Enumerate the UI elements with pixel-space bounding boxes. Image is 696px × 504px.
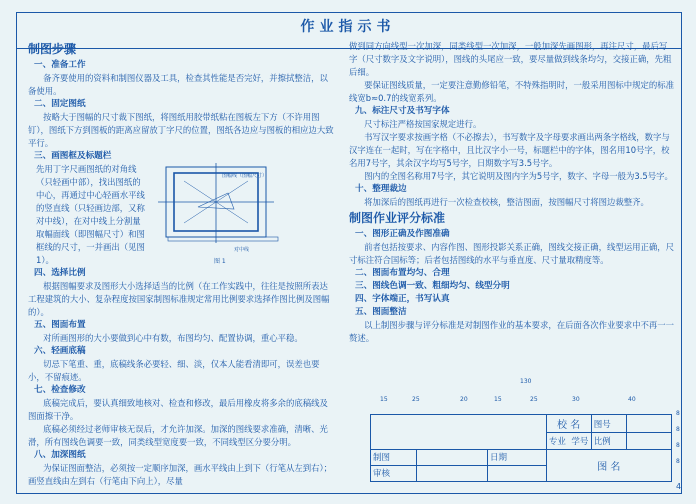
step-2-text: 按略大于图幅的尺寸裁下图纸，将图纸用胶带纸粘在图板左下方（不许用图钉），图纸下方到图板的距离应留放丁字尺的位置，图纸各边应与图板的相应边大致平行。 <box>28 112 334 148</box>
tb-drawn-value <box>416 449 488 465</box>
step-7-title: 七、检查修改 <box>34 385 86 395</box>
page-number: 4 <box>676 482 682 491</box>
tb-checked-date <box>488 465 547 481</box>
dim-label: 15 <box>494 396 502 403</box>
step-3-line: 框线的尺寸，一并画出（见图1）。 <box>36 242 145 265</box>
step-7-text: 底稿完成后，要认真细致地核对、检查和修改，最后用橡皮将多余的底稿线及图面擦干净。 <box>28 398 328 421</box>
tb-school: 校 名 <box>546 415 591 433</box>
step-3-line: 对中线），在对中线上分割量 <box>36 216 141 226</box>
tb-date-label: 日期 <box>488 449 547 465</box>
dim-label: 25 <box>530 396 538 403</box>
title-block <box>370 414 672 482</box>
tb-fig-no-value <box>626 415 671 433</box>
tb-major: 专业 <box>548 437 566 448</box>
step-10-title: 十、整理裁边 <box>355 184 407 194</box>
step-4-title: 四、选择比例 <box>34 268 86 278</box>
step-10-text: 将加深后的图纸再进行一次检查校核，整洁图面，按图幅尺寸将图边裁整齐。 <box>364 197 649 207</box>
dim-label: 25 <box>412 396 420 403</box>
step-8-continued-2: 要保证图线质量，一定要注意勤修铅笔，不特殊指明时，一般采用图标中规定的标准线宽b≈0.7的线宽系列。 <box>349 80 674 103</box>
step-9-text-3: 图内的全图名称用7号字，其它说明及图内字为5号字，数字、字母一般为3.5号字。 <box>364 171 673 181</box>
step-8-text: 为保证图面整洁，必须按一定顺序加深，画水平线由上到下（行笔从左到右）；画竖直线由左到右（行笔由下向上），尽量 <box>28 463 333 486</box>
step-3-title: 三、画图框及标题栏 <box>34 151 112 161</box>
dim-label: 8 <box>676 426 680 433</box>
criteria-5-text: 以上制图步骤与评分标准是对制图作业的基本要求，在后面各次作业要求中不再一一赘述。 <box>349 320 674 343</box>
step-8-title: 八、加深图纸 <box>34 450 86 460</box>
figure-label-centerline: 对中线 <box>234 247 250 253</box>
step-3-line: 中心，再通过中心轻画水平线 <box>36 190 145 200</box>
step-2-title: 二、固定图纸 <box>34 99 86 109</box>
step-1-text: 备齐要使用的资料和制图仪器及工具，检查其性能是否完好，并擦拭整洁，以备使用。 <box>28 73 328 96</box>
step-9-text: 尺寸标注严格按国家规定进行。 <box>364 119 482 129</box>
step-9-text-2: 书写汉字要求按画字格（不必擦去），书写数字及字母要求画出两条字格线，数字与汉字连在一起时，写在字格中，且比汉字小一号，标题栏中的字体，图名用10号字，校名用7号字，其余汉字均写5号字，日期数字写3.5号字。 <box>349 132 670 168</box>
step-1-title: 一、准备工作 <box>34 60 86 70</box>
dim-total-width: 130 <box>520 378 532 385</box>
tb-major-studentno <box>546 433 591 449</box>
criteria-1-text: 前者包括按要求、内容作图、图形投影关系正确，图线交接正确，线型运用正确，尺寸标注符合国标等；后者包括图线的水平与垂直度、尺寸量取精度等。 <box>349 242 674 265</box>
step-3-block <box>28 163 334 267</box>
criteria-1-title: 一、图形正确及作图准确 <box>355 229 450 239</box>
step-7-text-2: 底稿必须经过老师审核无误后，才允许加深。加深的图线要求准确，清晰、光滑，所有图线色调要一致，同类线型宽度要一致，不同线型区分要分明。 <box>28 424 328 447</box>
criteria-3-title: 三、图线色调一致、粗细均匀、线型分明 <box>355 281 510 291</box>
step-3-line: （只轻画中部），找出图纸的 <box>36 177 141 187</box>
step-5-title: 五、图面布置 <box>34 320 86 330</box>
step-6-title: 六、轻画底稿 <box>34 346 86 356</box>
dim-label: 40 <box>628 396 636 403</box>
step-3-line: 取幅面线（即图幅尺寸）和图 <box>36 229 145 239</box>
criteria-4-title: 四、字体端正，书写认真 <box>355 294 450 304</box>
step-9-title: 九、标注尺寸及书写字体 <box>355 106 450 116</box>
step-6-text: 切忌下笔重、重，底稿线条必要轻、细、淡，仅本人能看清即可，误差也要小，不留痕迹。 <box>28 359 320 382</box>
right-column <box>349 40 674 345</box>
dim-label: 30 <box>572 396 580 403</box>
tb-drawn-label: 制图 <box>371 449 417 465</box>
tb-scale-label: 比例 <box>591 433 626 449</box>
figure-1-diagram <box>158 163 290 267</box>
section-heading-grading: 制图作业评分标准 <box>349 211 446 225</box>
tb-fig-name: 图 名 <box>546 449 671 481</box>
tb-blank <box>371 415 547 450</box>
dim-label: 8 <box>676 458 680 465</box>
tb-checked-label: 审核 <box>371 465 417 481</box>
step-8-continued: 做到同方向线型一次加深，同类线型一次加深，一般加深先画图形，再注尺寸，最后写字（尺寸数字及文字说明），图线的头尾应一致，要尽量做到线条均匀，交接正确，先粗后细。 <box>349 41 672 77</box>
step-3-text <box>28 163 153 267</box>
dim-label: 15 <box>380 396 388 403</box>
figure-label-border: 图幅线（图幅尺寸） <box>222 173 268 179</box>
figure-caption: 图 1 <box>214 258 226 265</box>
page-title: 作业指示书 <box>300 19 396 35</box>
step-3-line: 先用丁字尺画图纸的对角线 <box>36 164 137 174</box>
criteria-2-title: 二、图面布置均匀、合理 <box>355 268 450 278</box>
dim-label: 8 <box>676 442 680 449</box>
tb-fig-no-label: 图号 <box>591 415 626 433</box>
step-4-text: 根据图幅要求及图形大小选择适当的比例（在工作实践中，往往是按照所表达工程建筑的大小、复杂程度按国家制图标准规定常用比例要求选择作图比例及图幅的）。 <box>28 281 330 317</box>
tb-scale-value <box>626 433 671 449</box>
tb-checked-value <box>416 465 488 481</box>
step-3-line: 的竖直线（只轻画边部，又称 <box>36 203 145 213</box>
dim-label: 8 <box>676 410 680 417</box>
criteria-5-title: 五、图面整洁 <box>355 307 407 317</box>
step-5-text: 对所画图形的大小要做到心中有数，布图均匀、配置协调，重心平稳。 <box>43 333 303 343</box>
left-column <box>28 40 334 488</box>
tb-student-no: 学号 <box>571 437 589 448</box>
dim-label: 20 <box>460 396 468 403</box>
section-heading-steps: 制图步骤 <box>28 42 77 56</box>
